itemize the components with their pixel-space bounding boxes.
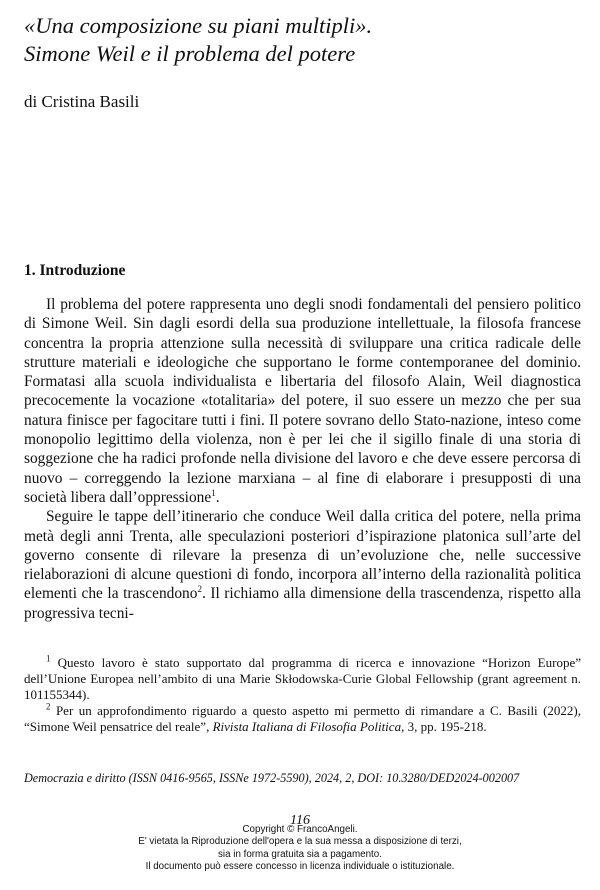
- article-title: [24, 12, 584, 68]
- footnote-marker-2: 2: [46, 701, 51, 712]
- paragraph-1-text: Il problema del potere rappresenta uno degli snodi fondamentali del pensiero politico di Simone Weil. Sin dagli esordi della sua produzione intellettuale, la filosofa francese concentra la propria attenzione sulla necessità di sviluppare una critica radicale delle strutture materiali e ideologiche che supportano le forme contemporanee del dominio. Formatasi alla scuola individualista e libertaria del filosofo Alain, Weil diagnostica precocemente la vocazione «totalitaria» del potere, il suo essere un mezzo che per sua natura finisce per fagocitare tutti i fini. Il potere sovrano dello Stato-nazione, inteso come monopolio legittimo della violenza, non è per lei che il sigillo finale di una storia di soggezione che ha radici profonde nella divisione del lavoro e che deve essere percorsa di nuovo – correggendo la lezione marxiana – al fine di elaborare i presupposti di una società libera dall’oppressione: [24, 296, 581, 506]
- copyright-line-1: Copyright © FrancoAngeli.: [242, 824, 358, 835]
- page-number: 116: [290, 813, 310, 828]
- paragraph-2: [24, 507, 581, 623]
- paragraph-1-end: .: [215, 488, 220, 506]
- footnotes: [24, 655, 581, 735]
- copyright-notice: [0, 824, 600, 874]
- footnote-2-text-after: , 3, pp. 195-218.: [401, 719, 487, 734]
- copyright-line-2: E' vietata la Riproduzione dell'opera e la sua messa a disposizione di terzi,: [138, 836, 462, 848]
- footnote-2-journal: Rivista Italiana di Filosofia Politica: [212, 719, 402, 734]
- footnote-2: [24, 703, 581, 735]
- copyright-line-4: Il documento può essere concesso in licenza individuale o istituzionale.: [145, 861, 455, 873]
- footnote-ref-2[interactable]: 2: [197, 584, 202, 595]
- footnote-2-text-before: Per un approfondimento riguardo a questo aspetto mi permetto di rimandare a C. Basili (2022), “Simone Weil pensatrice del reale”,: [24, 703, 582, 734]
- footnote-marker-1: 1: [46, 653, 51, 664]
- section-heading: 1. Introduzione: [24, 262, 126, 279]
- copyright-line-3: sia in forma gratuita sia a pagamento.: [218, 848, 382, 860]
- author-byline: di Cristina Basili: [24, 92, 140, 111]
- article-title-line-1: «Una composizione su piani multipli».: [24, 13, 373, 38]
- paragraph-1: [24, 295, 581, 507]
- paragraph-2-tail: . Il richiamo alla dimensione della trascendenza, rispetto alla progressiva tecni-: [24, 585, 581, 622]
- footnote-1: [24, 655, 581, 703]
- body-text: [24, 295, 581, 623]
- footnote-ref-1[interactable]: 1: [211, 487, 216, 498]
- footnote-1-text: Questo lavoro è stato supportato dal programma di ricerca e innovazione “Horizon Europe” dell’Unione Europea nell’ambito di una Marie Skłodowska-Curie Global Fellowship (grant agreement n. 101155344).: [24, 655, 581, 702]
- paragraph-2-text: Seguire le tappe dell’itinerario che conduce Weil dalla critica del potere, nella prima metà degli anni Trenta, alle speculazioni posteriori d’ispirazione platonica sull’arte del governo consente di rilevare la presenza di un’evoluzione che, nelle successive rielaborazioni di alcune questioni di fondo, incorpora all’interno della razionalità politica elementi che la trascendono: [24, 508, 581, 603]
- article-title-line-2: Simone Weil e il problema del potere: [24, 41, 356, 66]
- journal-citation: Democrazia e diritto (ISSN 0416-9565, ISSNe 1972-5590), 2024, 2, DOI: 10.3280/DED2024-002007: [24, 771, 520, 785]
